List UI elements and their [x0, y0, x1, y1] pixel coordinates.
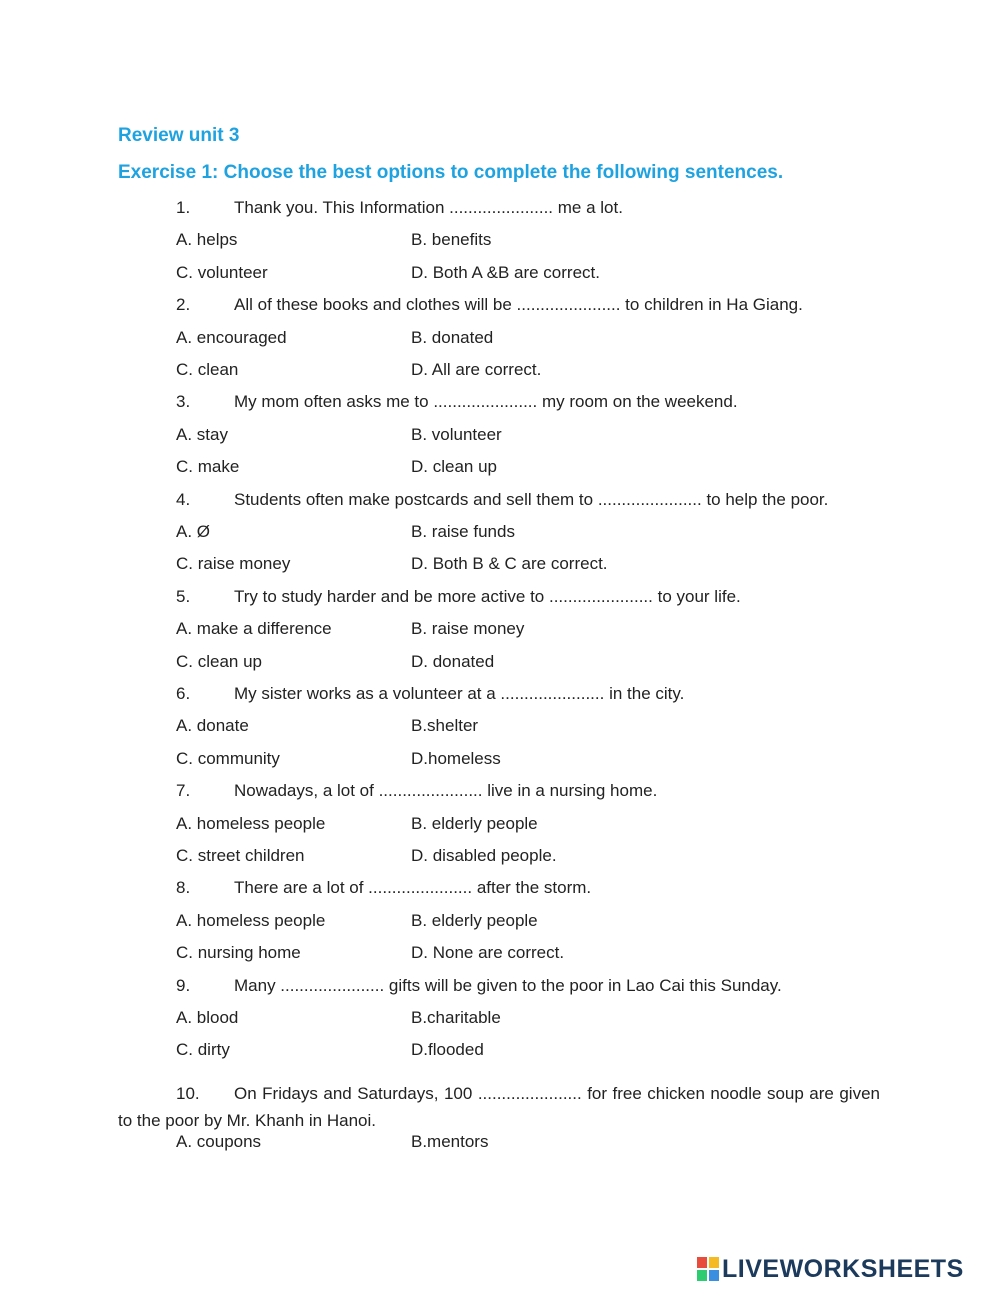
- question-number: 2.: [176, 295, 191, 315]
- question-text: Students often make postcards and sell them to ...................... to help the poor.: [234, 489, 829, 509]
- question-text: On Fridays and Saturdays, 100 ...................... for free chicken noodle soup are given to the poor by Mr. Khanh in Hanoi.: [118, 1083, 880, 1130]
- question-1: [176, 198, 623, 218]
- question-text: Many ...................... gifts will be given to the poor in Lao Cai this Sunday.: [234, 975, 782, 995]
- question-10: [118, 1080, 880, 1134]
- question-7: [176, 781, 657, 801]
- answer-option[interactable]: C. raise money: [176, 554, 291, 574]
- question-text: My mom often asks me to ...................... my room on the weekend.: [234, 392, 738, 412]
- question-9: [176, 976, 782, 996]
- question-number: 9.: [176, 975, 191, 995]
- answer-option[interactable]: A. homeless people: [176, 813, 326, 833]
- question-text: My sister works as a volunteer at a ...................... in the city.: [234, 684, 685, 703]
- answer-option[interactable]: B. raise funds: [411, 522, 515, 541]
- answer-option[interactable]: B.charitable: [411, 1008, 501, 1027]
- answer-option[interactable]: D.homeless: [411, 748, 501, 768]
- answer-option[interactable]: D. All are correct.: [411, 360, 542, 379]
- answer-option[interactable]: C. make: [176, 457, 240, 477]
- question-text: Nowadays, a lot of ...................... live in a nursing home.: [234, 781, 658, 801]
- answer-option[interactable]: D.flooded: [411, 1040, 484, 1060]
- logo-tile-icon: [709, 1270, 719, 1281]
- question-8: [176, 878, 591, 898]
- question-number: 8.: [176, 878, 191, 898]
- answer-option[interactable]: B. donated: [411, 327, 494, 347]
- question-2: [176, 295, 803, 315]
- logo-tile-icon: [709, 1257, 719, 1268]
- answer-option[interactable]: D. clean up: [411, 457, 497, 477]
- question-5: [176, 587, 741, 607]
- answer-option[interactable]: B. benefits: [411, 230, 492, 250]
- answer-option[interactable]: A. stay: [176, 424, 228, 444]
- question-text: All of these books and clothes will be ...................... to children in Ha Giang.: [234, 295, 803, 315]
- question-number: 3.: [176, 392, 191, 412]
- answer-option[interactable]: C. clean up: [176, 651, 262, 671]
- answer-option[interactable]: A. homeless people: [176, 910, 326, 930]
- answer-option[interactable]: A. encouraged: [176, 327, 287, 347]
- question-3: [176, 392, 738, 412]
- review-title: Review unit 3: [118, 125, 240, 146]
- exercise-title: Exercise 1: Choose the best options to complete the following sentences.: [118, 162, 784, 183]
- answer-option[interactable]: C. dirty: [176, 1040, 230, 1060]
- logo-tile-icon: [697, 1270, 707, 1281]
- question-text: Thank you. This Information ...................... me a lot.: [234, 198, 623, 217]
- logo-text: LIVEWORKSHEETS: [722, 1255, 964, 1283]
- answer-option[interactable]: A. make a difference: [176, 619, 332, 639]
- answer-option[interactable]: D. None are correct.: [411, 943, 565, 963]
- answer-option[interactable]: C. clean: [176, 360, 239, 379]
- answer-option[interactable]: D. Both A &B are correct.: [411, 262, 600, 282]
- answer-option[interactable]: B.mentors: [411, 1132, 489, 1152]
- answer-option[interactable]: A. blood: [176, 1008, 239, 1027]
- question-text: There are a lot of ...................... after the storm.: [234, 878, 592, 898]
- answer-option[interactable]: C. nursing home: [176, 943, 301, 963]
- answer-option[interactable]: C. volunteer: [176, 262, 268, 282]
- question-number: 4.: [176, 489, 191, 509]
- question-number: 6.: [176, 684, 191, 703]
- question-number: 1.: [176, 198, 191, 217]
- liveworksheets-logo: [697, 1255, 997, 1285]
- logo-tiles-icon: [697, 1257, 719, 1281]
- answer-option[interactable]: D. Both B & C are correct.: [411, 554, 608, 574]
- answer-option[interactable]: A. Ø: [176, 522, 211, 541]
- question-number: 7.: [176, 781, 191, 801]
- answer-option[interactable]: A. coupons: [176, 1132, 262, 1152]
- answer-option[interactable]: B. volunteer: [411, 424, 502, 444]
- answer-option[interactable]: B. elderly people: [411, 910, 538, 930]
- answer-option[interactable]: D. disabled people.: [411, 846, 557, 865]
- answer-option[interactable]: B. elderly people: [411, 813, 538, 833]
- answer-option[interactable]: B.shelter: [411, 716, 479, 736]
- answer-option[interactable]: C. community: [176, 748, 280, 768]
- question-number: 10.: [176, 1083, 200, 1103]
- question-6: [176, 684, 684, 704]
- answer-option[interactable]: A. helps: [176, 230, 238, 250]
- logo-tile-icon: [697, 1257, 707, 1268]
- answer-option[interactable]: C. street children: [176, 846, 305, 865]
- question-text: Try to study harder and be more active to ...................... to your life.: [234, 586, 741, 606]
- question-number: 5.: [176, 586, 191, 606]
- answer-option[interactable]: A. donate: [176, 716, 249, 736]
- question-4: [176, 490, 828, 510]
- answer-option[interactable]: B. raise money: [411, 619, 525, 639]
- answer-option[interactable]: D. donated: [411, 651, 495, 671]
